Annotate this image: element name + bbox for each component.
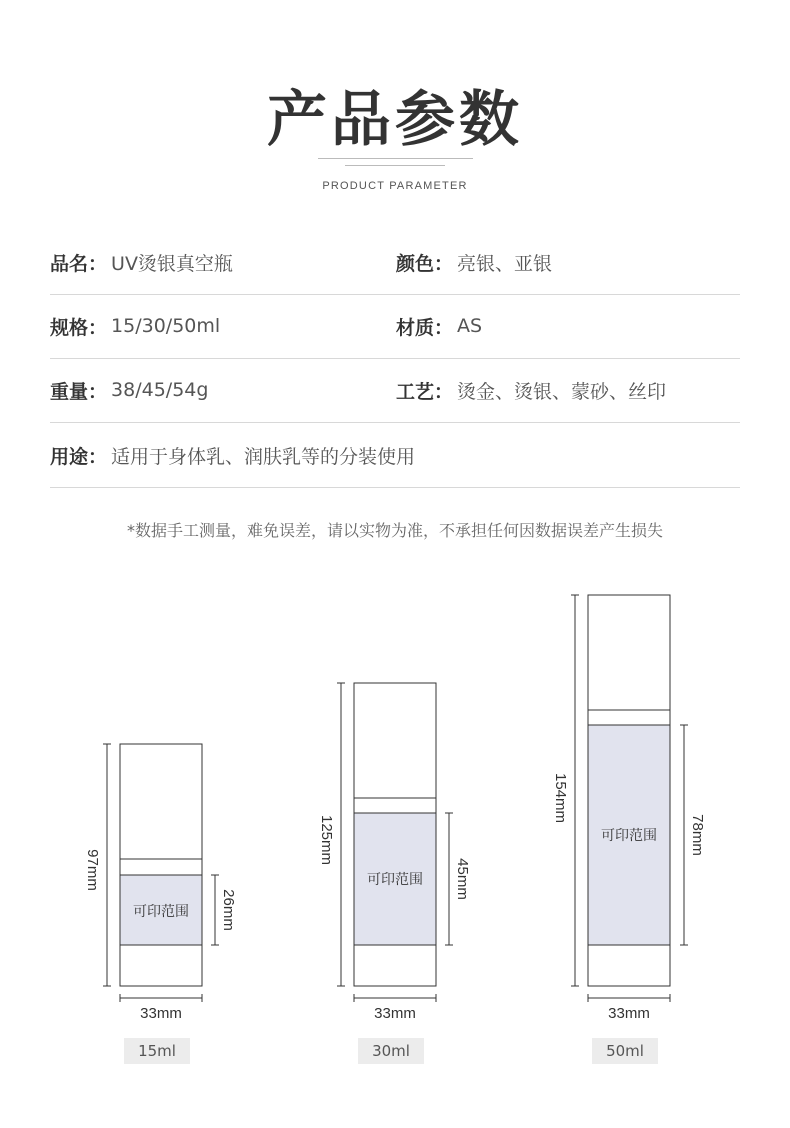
bottle-body <box>120 744 202 986</box>
spec-value: 烫金、烫银、蒙砂、丝印 <box>457 380 667 403</box>
print-area-label: 可印范围 <box>601 827 657 843</box>
height-label: 125mm <box>318 814 335 866</box>
bottle-50ml <box>552 595 706 1022</box>
spec-value: 15/30/50ml <box>111 315 221 337</box>
spec-key: 工艺 <box>396 380 435 403</box>
capacity-label-15ml: 15ml <box>124 1038 190 1064</box>
spec-key: 品名 <box>50 252 89 275</box>
spec-separator: ： <box>434 316 454 339</box>
spec-key: 材质 <box>396 316 435 339</box>
print-height-label: 45mm <box>454 858 471 900</box>
spec-value: AS <box>457 315 483 337</box>
page-subtitle: PRODUCT PARAMETER <box>322 180 468 192</box>
spec-key: 重量 <box>50 380 89 403</box>
spec-value: 亮银、亚银 <box>457 252 553 275</box>
spec-separator: ： <box>88 316 108 339</box>
print-area-label: 可印范围 <box>367 871 423 887</box>
spec-separator: ： <box>88 380 108 403</box>
width-label: 33mm <box>608 1005 650 1022</box>
spec-separator: ： <box>434 252 454 275</box>
spec-key: 颜色 <box>396 252 435 275</box>
bottle-30ml <box>318 683 471 1022</box>
spec-separator: ： <box>88 252 108 275</box>
capacity-label-50ml: 50ml <box>592 1038 658 1064</box>
height-label: 154mm <box>552 772 569 824</box>
height-label: 97mm <box>84 849 101 891</box>
print-height-label: 78mm <box>689 814 706 856</box>
spec-separator: ： <box>434 380 454 403</box>
print-area-label: 可印范围 <box>133 903 189 919</box>
width-label: 33mm <box>140 1005 182 1022</box>
print-height-label: 26mm <box>220 889 237 931</box>
spec-key: 规格 <box>50 316 89 339</box>
spec-value: 38/45/54g <box>111 379 209 401</box>
disclaimer-note: *数据手工测量，难免误差，请以实物为准，不承担任何因数据误差产生损失 <box>126 521 663 540</box>
spec-value: UV烫银真空瓶 <box>111 252 233 275</box>
bottle-15ml <box>84 744 237 1022</box>
spec-value: 适用于身体乳、润肤乳等的分装使用 <box>111 445 416 468</box>
capacity-label-30ml: 30ml <box>358 1038 424 1064</box>
width-label: 33mm <box>374 1005 416 1022</box>
spec-key: 用途 <box>50 445 89 468</box>
spec-separator: ： <box>88 445 108 468</box>
page-title: 产品参数 <box>267 85 523 155</box>
